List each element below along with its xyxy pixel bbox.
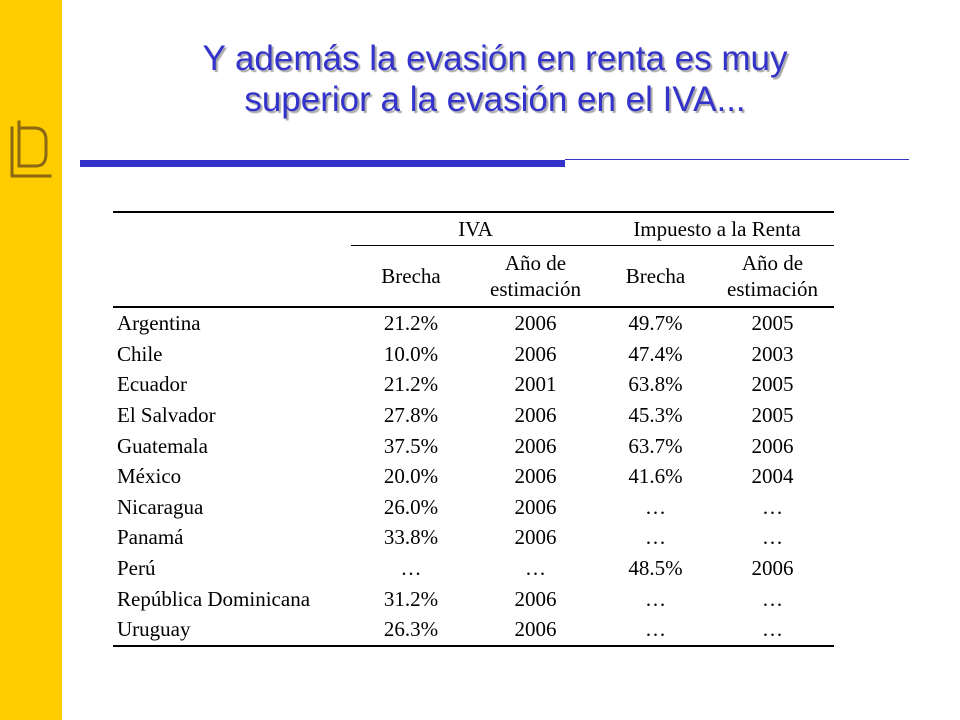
iva-brecha-cell: 10.0%	[383, 341, 439, 366]
table-row	[113, 461, 834, 492]
renta-brecha-cell: 41.6%	[628, 464, 683, 489]
table-row	[113, 522, 834, 553]
iva-brecha-cell: 26.0%	[383, 494, 439, 519]
iva-anio-cell: 2006	[514, 586, 557, 611]
sub-header-row	[113, 246, 834, 308]
empty-subheader-cell	[113, 246, 351, 308]
table-row	[113, 583, 834, 614]
iva-anio-cell: 2006	[514, 341, 557, 366]
renta-anio-cell: 2003	[751, 341, 794, 366]
renta-anio-cell: 2005	[751, 311, 794, 336]
renta-anio-cell: 2004	[751, 464, 794, 489]
iva-anio-cell: 2001	[514, 372, 557, 397]
country-cell: Panamá	[117, 525, 184, 550]
table-body	[113, 307, 834, 646]
country-cell: Ecuador	[117, 372, 187, 397]
iva-brecha-cell: …	[400, 556, 422, 581]
slide-title	[80, 38, 910, 120]
iva-anio-cell: 2006	[514, 494, 557, 519]
iva-brecha-cell: 27.8%	[383, 403, 439, 428]
table-row	[113, 400, 834, 431]
iva-anio-header	[471, 246, 600, 308]
country-cell: El Salvador	[117, 403, 216, 428]
renta-anio-cell: 2005	[751, 403, 794, 428]
iva-anio-cell: 2006	[514, 525, 557, 550]
renta-anio-cell: 2006	[751, 433, 794, 458]
iva-anio-cell: 2006	[514, 464, 557, 489]
evasion-table	[113, 211, 834, 647]
renta-anio-cell: …	[711, 614, 834, 646]
group-header-row	[113, 212, 834, 246]
iva-brecha-cell: 26.3%	[351, 614, 471, 646]
title-line-1: Y además la evasión en renta es muy	[202, 39, 788, 78]
renta-brecha-cell: 48.5%	[628, 556, 683, 581]
iva-brecha-cell: 37.5%	[383, 433, 439, 458]
table-row	[113, 339, 834, 370]
logo-icon	[6, 118, 56, 182]
country-cell: República Dominicana	[117, 586, 311, 611]
renta-brecha-cell: …	[645, 586, 666, 611]
table-row	[113, 553, 834, 584]
iva-anio-cell: 2006	[514, 311, 557, 336]
table-row	[113, 430, 834, 461]
anio-header-line-1: Año de	[741, 251, 804, 275]
iva-anio-cell: …	[525, 556, 546, 581]
anio-header-line-2: estimación	[490, 277, 581, 301]
anio-header-line-2: estimación	[727, 277, 818, 301]
iva-group-header: IVA	[351, 212, 600, 246]
renta-brecha-cell: …	[645, 525, 666, 550]
table-row	[113, 492, 834, 523]
renta-brecha-cell: 63.8%	[628, 372, 683, 397]
iva-anio-cell: 2006	[471, 614, 600, 646]
iva-brecha-header: Brecha	[351, 246, 471, 308]
iva-brecha-cell: 21.2%	[383, 372, 439, 397]
iva-brecha-cell: 21.2%	[383, 311, 439, 336]
table-row	[113, 614, 834, 646]
country-cell: Chile	[117, 341, 163, 366]
iva-brecha-cell: 33.8%	[383, 525, 439, 550]
title-underline-thin	[565, 159, 909, 160]
title-line-2: superior a la evasión en el IVA...	[244, 80, 746, 119]
iva-anio-cell: 2006	[514, 403, 557, 428]
country-cell: Argentina	[117, 311, 201, 336]
anio-header-line-1: Año de	[504, 251, 567, 275]
country-cell: Uruguay	[113, 614, 351, 646]
table-row	[113, 369, 834, 400]
renta-anio-cell: …	[762, 494, 783, 519]
country-cell: Perú	[117, 556, 156, 581]
renta-brecha-cell: 63.7%	[628, 433, 683, 458]
empty-header-cell	[113, 212, 351, 246]
renta-group-header: Impuesto a la Renta	[600, 212, 834, 246]
renta-brecha-cell: 45.3%	[628, 403, 683, 428]
title-underline-thick	[80, 160, 565, 167]
iva-brecha-cell: 31.2%	[383, 586, 439, 611]
iva-anio-cell: 2006	[514, 433, 557, 458]
sidebar-band	[0, 0, 62, 720]
renta-anio-header	[711, 246, 834, 308]
iva-brecha-cell: 20.0%	[383, 464, 439, 489]
renta-brecha-cell: …	[600, 614, 711, 646]
table-row	[113, 307, 834, 339]
renta-anio-cell: 2005	[751, 372, 794, 397]
country-cell: México	[117, 464, 182, 489]
renta-anio-cell: …	[762, 525, 783, 550]
renta-brecha-cell: 49.7%	[628, 311, 683, 336]
renta-brecha-header: Brecha	[600, 246, 711, 308]
renta-brecha-cell: 47.4%	[628, 341, 683, 366]
country-cell: Nicaragua	[117, 494, 204, 519]
renta-anio-cell: 2006	[751, 556, 794, 581]
country-cell: Guatemala	[117, 433, 208, 458]
renta-brecha-cell: …	[645, 494, 666, 519]
renta-anio-cell: …	[762, 586, 783, 611]
